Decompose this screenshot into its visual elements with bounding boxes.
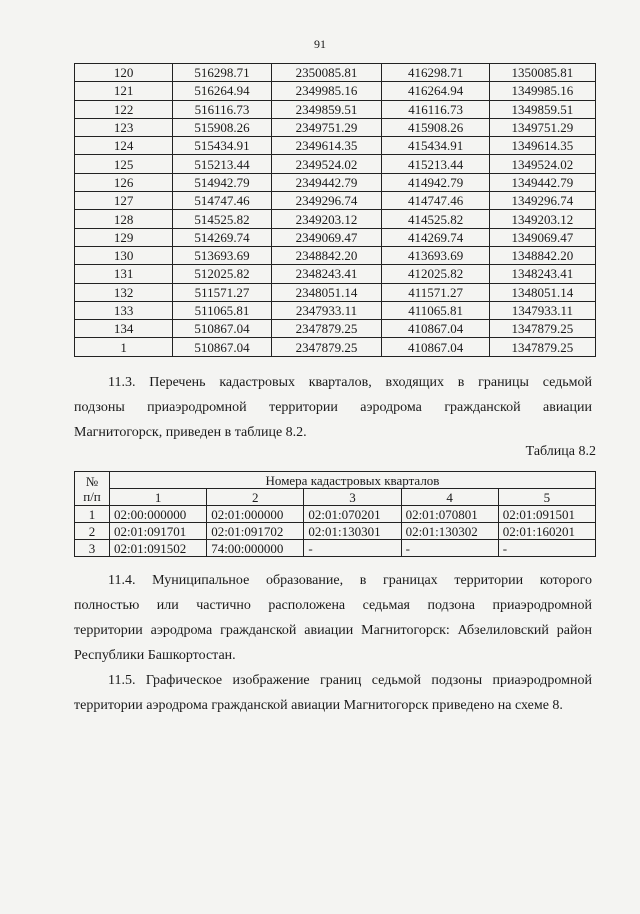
cadastral-quarter-cell: 02:01:070201 xyxy=(304,506,401,523)
cadastral-quarter-cell: 02:01:091502 xyxy=(110,540,207,557)
table-row xyxy=(75,540,596,557)
cadastral-quarter-cell: - xyxy=(401,540,498,557)
coordinate-cell: 2349442.79 xyxy=(271,173,382,191)
coordinate-cell: 510867.04 xyxy=(173,320,271,338)
coordinate-cell: 2349751.29 xyxy=(271,118,382,136)
coordinate-cell: 414747.46 xyxy=(382,192,490,210)
coordinate-cell: 415434.91 xyxy=(382,137,490,155)
paragraph-line: территории аэродрома гражданской авиации Магнитогорск: Абзелиловский район xyxy=(74,623,592,638)
coordinate-cell: 2349859.51 xyxy=(271,100,382,118)
coordinate-cell: 511065.81 xyxy=(173,301,271,319)
coordinate-cell: 414942.79 xyxy=(382,173,490,191)
point-number-cell: 130 xyxy=(75,246,173,264)
column-number-cell: 4 xyxy=(401,489,498,506)
paragraph-line: Республики Башкортостан. xyxy=(74,648,236,663)
table-row xyxy=(75,228,596,246)
paragraph-line: подзоны приаэродромной территории аэродрома гражданской авиации xyxy=(74,400,592,415)
table-row xyxy=(75,246,596,264)
coordinate-cell: 410867.04 xyxy=(382,338,490,356)
coordinate-cell: 1348051.14 xyxy=(489,283,595,301)
table-row xyxy=(75,523,596,540)
table-row xyxy=(75,173,596,191)
cadastre-table xyxy=(74,471,596,557)
coordinate-cell: 516264.94 xyxy=(173,82,271,100)
coordinate-cell: 515434.91 xyxy=(173,137,271,155)
cadastral-quarter-cell: 02:01:130302 xyxy=(401,523,498,540)
table-row xyxy=(75,265,596,283)
column-number-cell: 1 xyxy=(110,489,207,506)
row-number-cell: 1 xyxy=(75,506,110,523)
coordinate-cell: 2347879.25 xyxy=(271,338,382,356)
coordinate-cell: 414525.82 xyxy=(382,210,490,228)
point-number-cell: 132 xyxy=(75,283,173,301)
number-column-header xyxy=(75,472,110,506)
table-row xyxy=(75,338,596,356)
point-number-cell: 122 xyxy=(75,100,173,118)
coordinate-cell: 2347879.25 xyxy=(271,320,382,338)
coordinate-cell: 414269.74 xyxy=(382,228,490,246)
cadastre-table-title: Номера кадастровых кварталов xyxy=(110,472,596,489)
cadastral-quarter-cell: 02:01:091701 xyxy=(110,523,207,540)
paragraph-11-5 xyxy=(74,668,592,718)
coordinate-cell: 415213.44 xyxy=(382,155,490,173)
coordinate-cell: 514942.79 xyxy=(173,173,271,191)
coordinate-cell: 2347933.11 xyxy=(271,301,382,319)
coordinate-cell: 1349751.29 xyxy=(489,118,595,136)
coordinate-cell: 1349859.51 xyxy=(489,100,595,118)
paragraph-line: 11.3. Перечень кадастровых кварталов, входящих в границы седьмой xyxy=(108,375,592,390)
page-number: 91 xyxy=(314,37,326,51)
cadastral-quarter-cell: 74:00:000000 xyxy=(207,540,304,557)
point-number-cell: 121 xyxy=(75,82,173,100)
cadastral-quarter-cell: - xyxy=(304,540,401,557)
paragraph-line: Магнитогорск, приведен в таблице 8.2. xyxy=(74,425,307,440)
table-row xyxy=(75,210,596,228)
row-number-cell: 3 xyxy=(75,540,110,557)
paragraph-line: полностью или частично расположена седьмая подзона приаэродромной xyxy=(74,598,592,613)
coordinate-cell: 2349296.74 xyxy=(271,192,382,210)
table-row xyxy=(75,320,596,338)
cadastre-header-row xyxy=(75,472,596,489)
table-row xyxy=(75,506,596,523)
table-row xyxy=(75,155,596,173)
coordinate-cell: 2349524.02 xyxy=(271,155,382,173)
cadastre-table-body xyxy=(75,472,596,557)
point-number-cell: 134 xyxy=(75,320,173,338)
coordinate-cell: 1349296.74 xyxy=(489,192,595,210)
paragraph-11-4 xyxy=(74,568,592,668)
point-number-cell: 1 xyxy=(75,338,173,356)
point-number-cell: 127 xyxy=(75,192,173,210)
table-row xyxy=(75,283,596,301)
table-caption: Таблица 8.2 xyxy=(525,444,596,459)
table-row xyxy=(75,301,596,319)
cadastral-quarter-cell: 02:01:091702 xyxy=(207,523,304,540)
coordinate-cell: 2348243.41 xyxy=(271,265,382,283)
paragraph-line: 11.4. Муниципальное образование, в границах территории которого xyxy=(108,573,592,588)
coordinate-cell: 411065.81 xyxy=(382,301,490,319)
point-number-cell: 128 xyxy=(75,210,173,228)
point-number-cell: 129 xyxy=(75,228,173,246)
paragraph-line: территории аэродрома гражданской авиации Магнитогорск приведено на схеме 8. xyxy=(74,698,563,713)
coordinate-cell: 1349614.35 xyxy=(489,137,595,155)
header-num-symbol: № xyxy=(85,473,99,489)
coordinate-cell: 412025.82 xyxy=(382,265,490,283)
coordinate-cell: 1349069.47 xyxy=(489,228,595,246)
point-number-cell: 123 xyxy=(75,118,173,136)
table-row xyxy=(75,137,596,155)
coordinate-cell: 1349203.12 xyxy=(489,210,595,228)
coordinate-cell: 2350085.81 xyxy=(271,64,382,82)
paragraph-line: 11.5. Графическое изображение границ седьмой подзоны приаэродромной xyxy=(108,673,592,688)
column-number-cell: 3 xyxy=(304,489,401,506)
coordinates-table-body xyxy=(75,64,596,357)
cadastral-quarter-cell: 02:01:070801 xyxy=(401,506,498,523)
row-number-cell: 2 xyxy=(75,523,110,540)
coordinate-cell: 514747.46 xyxy=(173,192,271,210)
point-number-cell: 125 xyxy=(75,155,173,173)
coordinate-cell: 514269.74 xyxy=(173,228,271,246)
point-number-cell: 126 xyxy=(75,173,173,191)
cadastral-quarter-cell: 02:01:091501 xyxy=(498,506,595,523)
coordinate-cell: 1347933.11 xyxy=(489,301,595,319)
cadastral-quarter-cell: 02:01:000000 xyxy=(207,506,304,523)
coordinates-table xyxy=(74,63,596,357)
header-num-label: п/п xyxy=(83,488,101,504)
coordinate-cell: 416116.73 xyxy=(382,100,490,118)
coordinate-cell: 1347879.25 xyxy=(489,338,595,356)
point-number-cell: 124 xyxy=(75,137,173,155)
table-row xyxy=(75,192,596,210)
coordinate-cell: 515213.44 xyxy=(173,155,271,173)
cadastral-quarter-cell: 02:00:000000 xyxy=(110,506,207,523)
point-number-cell: 131 xyxy=(75,265,173,283)
coordinate-cell: 2349614.35 xyxy=(271,137,382,155)
coordinate-cell: 2348051.14 xyxy=(271,283,382,301)
paragraph-11-3 xyxy=(74,370,592,445)
table-row xyxy=(75,64,596,82)
coordinate-cell: 410867.04 xyxy=(382,320,490,338)
coordinate-cell: 1349524.02 xyxy=(489,155,595,173)
coordinate-cell: 415908.26 xyxy=(382,118,490,136)
coordinate-cell: 411571.27 xyxy=(382,283,490,301)
coordinate-cell: 513693.69 xyxy=(173,246,271,264)
cadastral-quarter-cell: 02:01:160201 xyxy=(498,523,595,540)
point-number-cell: 120 xyxy=(75,64,173,82)
column-number-cell: 2 xyxy=(207,489,304,506)
coordinate-cell: 1349985.16 xyxy=(489,82,595,100)
table-row xyxy=(75,118,596,136)
coordinate-cell: 514525.82 xyxy=(173,210,271,228)
cadastral-quarter-cell: 02:01:130301 xyxy=(304,523,401,540)
coordinate-cell: 2349203.12 xyxy=(271,210,382,228)
coordinate-cell: 416264.94 xyxy=(382,82,490,100)
coordinate-cell: 1348842.20 xyxy=(489,246,595,264)
coordinate-cell: 512025.82 xyxy=(173,265,271,283)
column-number-cell: 5 xyxy=(498,489,595,506)
coordinate-cell: 1349442.79 xyxy=(489,173,595,191)
coordinate-cell: 2348842.20 xyxy=(271,246,382,264)
coordinate-cell: 1348243.41 xyxy=(489,265,595,283)
coordinate-cell: 2349985.16 xyxy=(271,82,382,100)
coordinate-cell: 515908.26 xyxy=(173,118,271,136)
coordinate-cell: 416298.71 xyxy=(382,64,490,82)
coordinate-cell: 516298.71 xyxy=(173,64,271,82)
table-row xyxy=(75,82,596,100)
coordinate-cell: 516116.73 xyxy=(173,100,271,118)
coordinate-cell: 1350085.81 xyxy=(489,64,595,82)
coordinate-cell: 413693.69 xyxy=(382,246,490,264)
cadastre-column-numbers-row xyxy=(75,489,596,506)
coordinate-cell: 1347879.25 xyxy=(489,320,595,338)
table-row xyxy=(75,100,596,118)
cadastral-quarter-cell: - xyxy=(498,540,595,557)
point-number-cell: 133 xyxy=(75,301,173,319)
coordinate-cell: 511571.27 xyxy=(173,283,271,301)
coordinate-cell: 2349069.47 xyxy=(271,228,382,246)
coordinate-cell: 510867.04 xyxy=(173,338,271,356)
